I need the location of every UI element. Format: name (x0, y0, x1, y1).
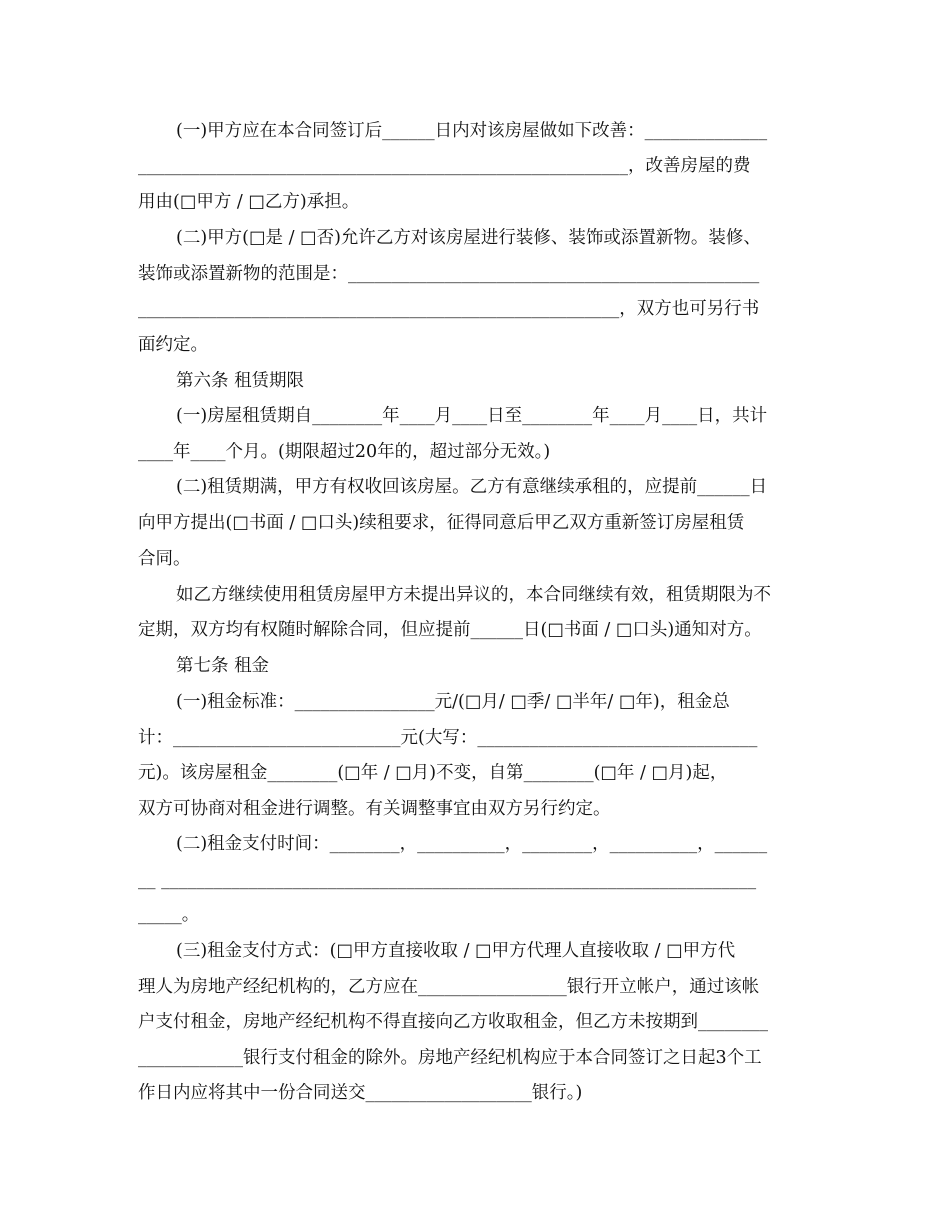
clause-7-3-line-2: 理人为房地产经纪机构的，乙方应在_________________银行开立帐户，通过该帐 (138, 977, 760, 997)
article-6-heading: 第六条 租赁期限 (176, 371, 305, 391)
clause-5-1-line-2: ________________________________________________________，改善房屋的费 (138, 156, 751, 176)
clause-6-1-line-1: (一)房屋租赁期自________年____月____日至________年____月____日，共计 (176, 406, 768, 426)
clause-7-1-line-2: 计：__________________________元(大写：________________________________ (138, 728, 758, 748)
clause-5-1-line-1: (一)甲方应在本合同签订后______日内对该房屋做如下改善：______________ (176, 121, 768, 141)
clause-7-2-line-2: __ ____________________________________________________________________ (138, 870, 757, 890)
clause-5-2-line-3: _______________________________________________________，双方也可另行书 (138, 299, 760, 319)
clause-6-2-line-2: 向甲方提出(□书面 / □口头)续租要求，征得同意后甲乙双方重新签订房屋租赁 (138, 513, 745, 533)
clause-5-2-line-2: 装饰或添置新物的范围是：_______________________________________________ (138, 264, 760, 284)
clause-7-3-line-4: ____________银行支付租金的除外。房地产经纪机构应于本合同签订之日起3个工 (138, 1048, 762, 1068)
clause-7-3-line-1: (三)租金支付方式：(□甲方直接收取 / □甲方代理人直接收取 / □甲方代 (176, 941, 736, 961)
clause-5-1-line-3: 用由(□甲方 / □乙方)承担。 (138, 192, 360, 212)
clause-7-3-line-5: 作日内应将其中一份合同送交___________________银行。) (138, 1083, 583, 1103)
clause-6-3-line-1: 如乙方继续使用租赁房屋甲方未提出异议的，本合同继续有效，租赁期限为不 (176, 585, 771, 605)
clause-6-2-line-3: 合同。 (138, 549, 191, 569)
clause-7-2-line-3: _____。 (138, 905, 200, 925)
clause-6-3-line-2: 定期，双方均有权随时解除合同，但应提前______日(□书面 / □口头)通知对方。 (138, 620, 762, 640)
clause-5-2-line-4: 面约定。 (138, 335, 208, 355)
clause-7-3-line-3: 户支付租金，房地产经纪机构不得直接向乙方收取租金，但乙方未按期到________ (138, 1012, 768, 1032)
clause-6-1-line-2: ____年____个月。(期限超过20年的，超过部分无效。) (138, 442, 551, 462)
clause-6-2-line-1: (二)租赁期满，甲方有权收回该房屋。乙方有意继续承租的，应提前______日 (176, 477, 768, 497)
clause-7-1-line-1: (一)租金标准：________________元/(□月/ □季/ □半年/ □年)，租金总 (176, 692, 730, 712)
clause-7-2-line-1: (二)租金支付时间：________，__________，________，__________，______ (176, 834, 768, 854)
clause-7-1-line-4: 双方可协商对租金进行调整。有关调整事宜由双方另行约定。 (138, 799, 611, 819)
article-7-heading: 第七条 租金 (176, 656, 270, 676)
clause-5-2-line-1: (二)甲方(□是 / □否)允许乙方对该房屋进行装修、装饰或添置新物。装修、 (176, 228, 761, 248)
clause-7-1-line-3: 元)。该房屋租金________(□年 / □月)不变，自第________(□年 / □月)起， (138, 763, 728, 783)
